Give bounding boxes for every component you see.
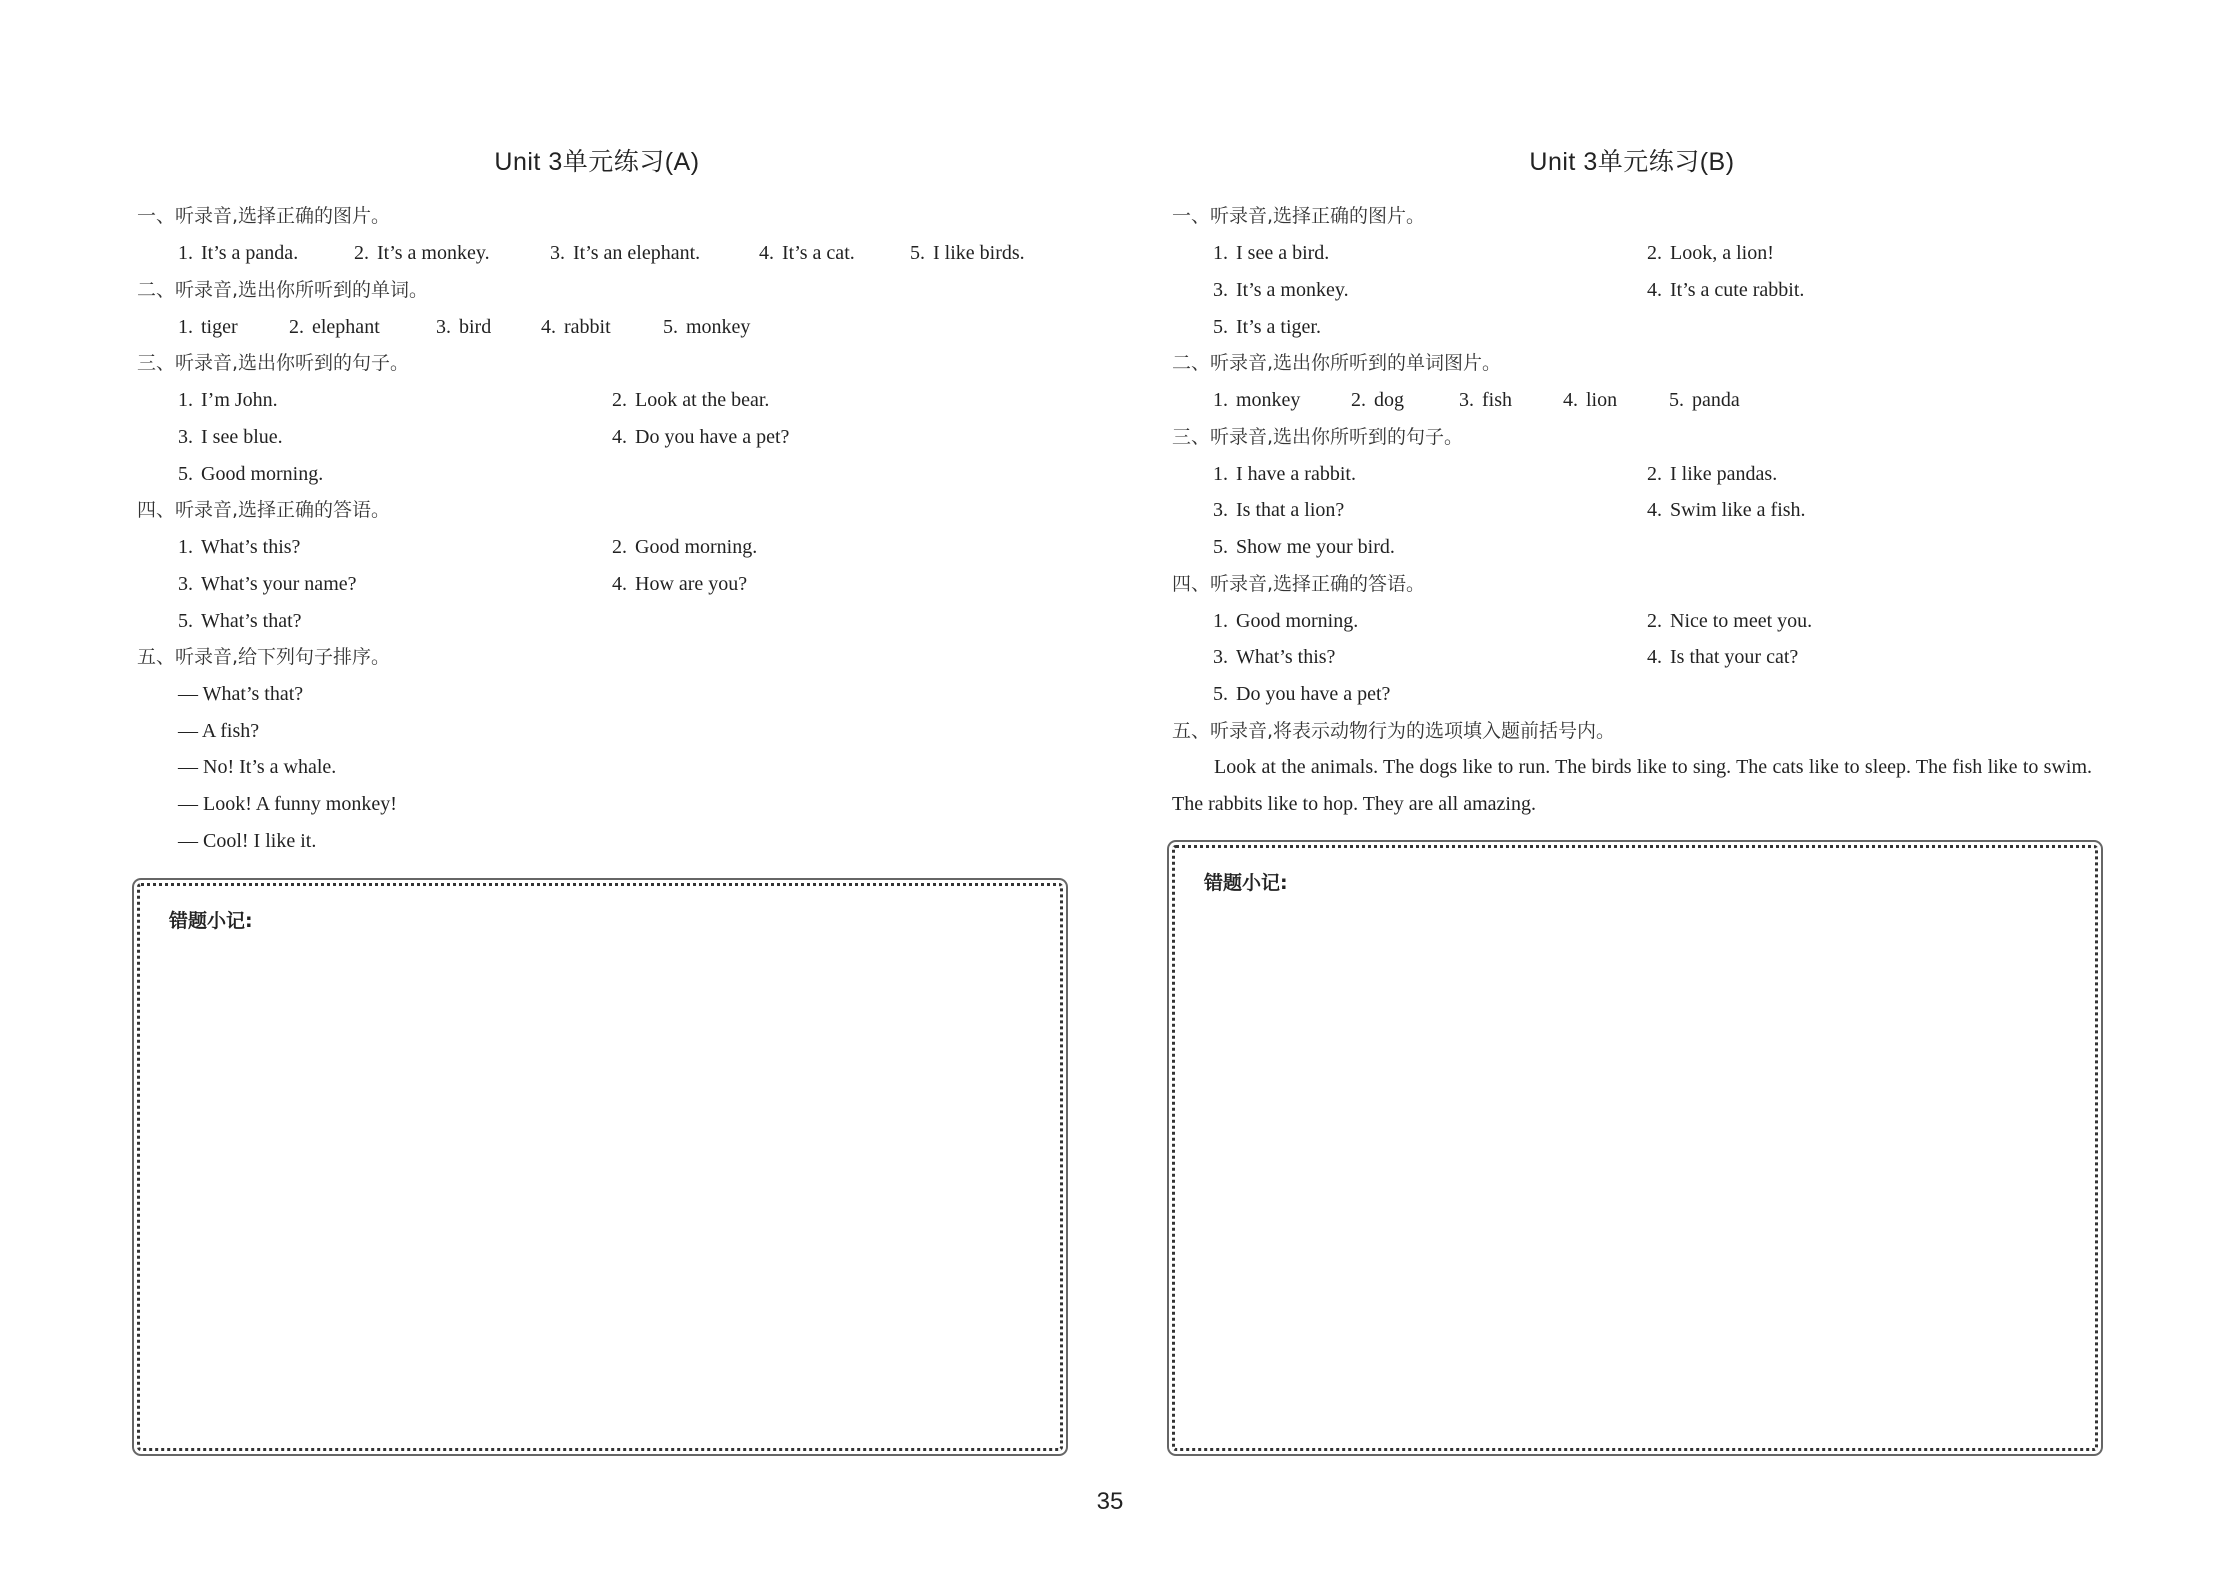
- list-item: 3. bird: [436, 316, 492, 338]
- error-notes-label: 错题小记:: [1204, 872, 1288, 894]
- list-item: 5. panda: [1669, 389, 1740, 411]
- unit-b-sec1-row1: [1172, 235, 2092, 271]
- list-item: 2. elephant: [289, 316, 380, 338]
- list-item: 3. fish: [1459, 389, 1512, 411]
- dialogue-line: — No! It’s a whale.: [178, 756, 337, 778]
- list-item: 5. Show me your bird.: [1213, 536, 1395, 558]
- list-item: 4. Swim like a fish.: [1647, 499, 1806, 521]
- unit-a-sec1-items: [137, 235, 1057, 271]
- unit-b-sec3-row2: [1172, 492, 2092, 528]
- list-item: 5. It’s a tiger.: [1213, 316, 1321, 338]
- list-item: 2. I like pandas.: [1647, 463, 1778, 485]
- unit-a-sec3-row1: [137, 382, 1057, 418]
- error-notes-box[interactable]: [1172, 845, 2098, 1451]
- list-item: 1. Good morning.: [1213, 610, 1359, 632]
- list-item: 2. Good morning.: [612, 536, 758, 558]
- unit-a-sec3-row3: [137, 456, 1057, 492]
- dialogue-line: — What’s that?: [178, 683, 304, 705]
- list-item: 4. It’s a cat.: [759, 242, 855, 264]
- unit-a-sec4-row3: [137, 603, 1057, 639]
- page-number: 35: [1096, 1488, 1124, 1515]
- list-item: 5. monkey: [663, 316, 751, 338]
- passage-text: Look at the animals. The dogs like to run. The birds like to sing. The cats like to sleep. The fish like to swim. The rabbits like to hop. They are all amazing.: [1172, 756, 2092, 815]
- list-item: 1. I’m John.: [178, 389, 278, 411]
- unit-b-sec4-heading: 四、听录音,选择正确的答语。: [1172, 573, 1426, 595]
- list-item: 1. monkey: [1213, 389, 1301, 411]
- list-item: 3. I see blue.: [178, 426, 283, 448]
- list-item: 1. tiger: [178, 316, 238, 338]
- list-item: 5. What’s that?: [178, 610, 302, 632]
- unit-a-sec1-heading: 一、听录音,选择正确的图片。: [137, 205, 391, 227]
- list-item: 2. Look at the bear.: [612, 389, 770, 411]
- list-item: 4. lion: [1563, 389, 1618, 411]
- unit-a-sec2-items: [137, 309, 1057, 345]
- list-item: 2. Nice to meet you.: [1647, 610, 1813, 632]
- list-item: 5. Do you have a pet?: [1213, 683, 1391, 705]
- unit-b-sec3-row3: [1172, 529, 2092, 565]
- list-item: 1. I see a bird.: [1213, 242, 1330, 264]
- list-item: 3. It’s an elephant.: [550, 242, 701, 264]
- dialogue-line: — Look! A funny monkey!: [178, 793, 397, 815]
- unit-b-sec2-items: [1172, 382, 2092, 418]
- list-item: 2. dog: [1351, 389, 1404, 411]
- list-item: 3. It’s a monkey.: [1213, 279, 1349, 301]
- list-item: 4. How are you?: [612, 573, 748, 595]
- unit-b-sec4-row1: [1172, 603, 2092, 639]
- list-item: 3. What’s your name?: [178, 573, 357, 595]
- dialogue-line: — Cool! I like it.: [178, 830, 317, 852]
- list-item: 1. It’s a panda.: [178, 242, 299, 264]
- unit-a-sec4-row2: [137, 566, 1057, 602]
- unit-b-sec4-row3: [1172, 676, 2092, 712]
- error-notes-box[interactable]: [137, 883, 1063, 1451]
- list-item: 4. It’s a cute rabbit.: [1647, 279, 1805, 301]
- list-item: 5. Good morning.: [178, 463, 324, 485]
- list-item: 2. It’s a monkey.: [354, 242, 490, 264]
- list-item: 5. I like birds.: [910, 242, 1025, 264]
- unit-b-sec1-row3: [1172, 309, 2092, 345]
- unit-b-sec3-heading: 三、听录音,选出你所听到的句子。: [1172, 426, 1464, 448]
- list-item: 4. Is that your cat?: [1647, 646, 1799, 668]
- unit-b-sec1-row2: [1172, 272, 2092, 308]
- dialogue-line: — A fish?: [178, 720, 260, 742]
- unit-b-title: Unit 3单元练习(B): [1529, 148, 1735, 176]
- unit-a-sec3-row2: [137, 419, 1057, 455]
- unit-a-sec5-heading: 五、听录音,给下列句子排序。: [137, 646, 391, 668]
- unit-a-sec2-heading: 二、听录音,选出你所听到的单词。: [137, 279, 429, 301]
- unit-a-sec4-row1: [137, 529, 1057, 565]
- list-item: 4. Do you have a pet?: [612, 426, 790, 448]
- error-notes-label: 错题小记:: [169, 910, 253, 932]
- list-item: 3. What’s this?: [1213, 646, 1336, 668]
- unit-a-title: Unit 3单元练习(A): [494, 148, 700, 176]
- unit-a-sec4-heading: 四、听录音,选择正确的答语。: [137, 499, 391, 521]
- unit-b-sec3-row1: [1172, 456, 2092, 492]
- unit-a-sec3-heading: 三、听录音,选出你听到的句子。: [137, 352, 410, 374]
- list-item: 4. rabbit: [541, 316, 611, 338]
- list-item: 3. Is that a lion?: [1213, 499, 1345, 521]
- unit-b-sec2-heading: 二、听录音,选出你所听到的单词图片。: [1172, 352, 1502, 374]
- unit-b-sec4-row2: [1172, 639, 2092, 675]
- unit-b-sec1-heading: 一、听录音,选择正确的图片。: [1172, 205, 1426, 227]
- list-item: 1. I have a rabbit.: [1213, 463, 1356, 485]
- list-item: 2. Look, a lion!: [1647, 242, 1774, 264]
- list-item: 1. What’s this?: [178, 536, 301, 558]
- unit-b-sec5-passage: [1172, 749, 2092, 823]
- unit-b-sec5-heading: 五、听录音,将表示动物行为的选项填入题前括号内。: [1172, 720, 1616, 742]
